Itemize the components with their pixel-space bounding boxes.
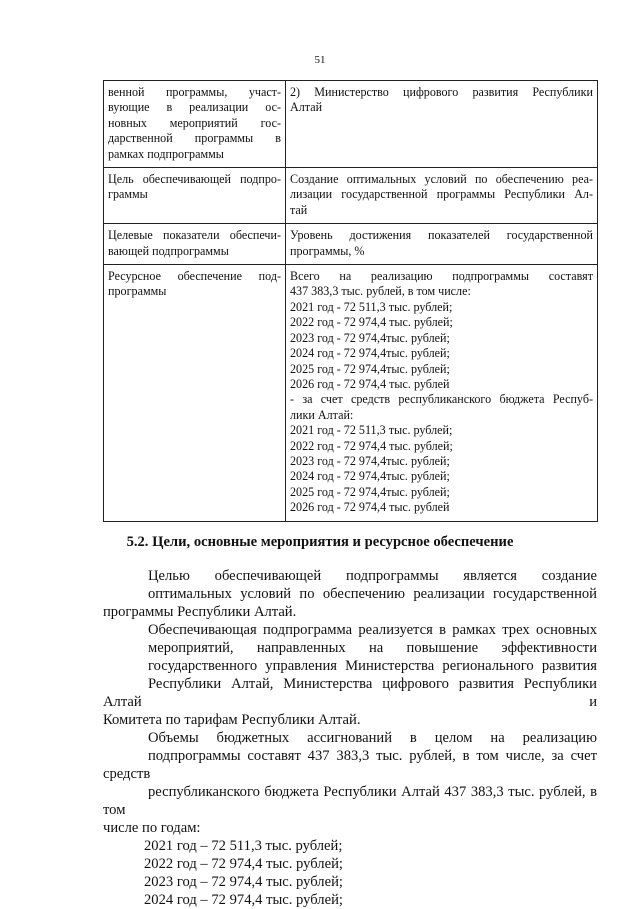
year-line: 2026 год - 72 974,4 тыс. рублей bbox=[290, 376, 450, 391]
text-line: государственного управления Министерства регионального развития bbox=[148, 658, 597, 674]
text-line: Уровень достижения показателей государственной bbox=[290, 228, 593, 243]
text-line: Целью обеспечивающей подпрограммы является создание bbox=[148, 568, 597, 584]
text-line: лизации государственной программы Республики Ал- bbox=[290, 187, 593, 202]
table-row bbox=[104, 81, 598, 168]
text-line: Комитета по тарифам Республики Алтай. bbox=[103, 712, 361, 728]
paragraph-activities bbox=[103, 621, 597, 729]
text-line: рамках подпрограммы bbox=[108, 146, 224, 161]
text-line: числе по годам: bbox=[103, 820, 201, 836]
text-line: дарственной программы в bbox=[108, 131, 281, 146]
year-line: 2024 год - 72 974,4тыс. рублей; bbox=[290, 346, 450, 361]
year-line: 2025 год - 72 974,4тыс. рублей; bbox=[290, 484, 450, 499]
table-row bbox=[104, 168, 598, 224]
list-item: 2022 год – 72 974,4 тыс. рублей; bbox=[144, 856, 343, 872]
text-line: Республики Алтай, Министерства цифрового развития Республики Алтай и bbox=[103, 676, 597, 710]
text-line: граммы bbox=[108, 187, 148, 202]
list-item: 2024 год – 72 974,4 тыс. рублей; bbox=[144, 892, 343, 908]
text-line: лики Алтай: bbox=[290, 407, 354, 422]
text-line: Всего на реализацию подпрограммы составят bbox=[290, 269, 593, 284]
table-row bbox=[104, 265, 598, 522]
text-line: Объемы бюджетных ассигнований в целом на реализацию bbox=[148, 730, 597, 746]
text-line: республиканского бюджета Республики Алтай 437 383,3 тыс. рублей, в том bbox=[103, 784, 597, 818]
text-line: Целевые показатели обеспечи- bbox=[108, 228, 281, 243]
text-line: Ресурсное обеспечение под- bbox=[108, 269, 281, 284]
table-row bbox=[104, 224, 598, 265]
text-line: 437 383,3 тыс. рублей, в том числе: bbox=[290, 284, 471, 299]
text-line: вающей подпрограммы bbox=[108, 243, 229, 258]
year-line: 2026 год - 72 974,4 тыс. рублей bbox=[290, 500, 450, 515]
section-body bbox=[103, 567, 597, 909]
text-line: программы, % bbox=[290, 243, 365, 258]
list-item: 2023 год – 72 974,4 тыс. рублей; bbox=[144, 874, 343, 890]
year-line: 2023 год - 72 974,4тыс. рублей; bbox=[290, 453, 450, 468]
year-line: 2025 год - 72 974,4тыс. рублей; bbox=[290, 361, 450, 376]
row-label-participants bbox=[104, 81, 286, 168]
year-line: 2022 год - 72 974,4 тыс. рублей; bbox=[290, 315, 453, 330]
text-line: тай bbox=[290, 202, 308, 217]
year-line: 2023 год - 72 974,4тыс. рублей; bbox=[290, 330, 450, 345]
text-line: Алтай bbox=[290, 100, 323, 115]
subprogram-passport-table bbox=[103, 80, 598, 522]
year-line: 2024 год - 72 974,4тыс. рублей; bbox=[290, 469, 450, 484]
text-line: Цель обеспечивающей подпро- bbox=[108, 172, 281, 187]
text-line: новных мероприятий гос- bbox=[108, 115, 281, 130]
row-label-goal bbox=[104, 168, 286, 224]
row-value-resources bbox=[286, 265, 598, 522]
text-line: венной программы, участ- bbox=[108, 85, 281, 99]
year-line: 2022 год - 72 974,4 тыс. рублей; bbox=[290, 438, 453, 453]
year-line: 2021 год - 72 511,3 тыс. рублей; bbox=[290, 299, 453, 314]
row-value-participants bbox=[286, 81, 598, 168]
section-heading: 5.2. Цели, основные мероприятия и ресурсное обеспечение bbox=[126, 534, 514, 550]
paragraph-goal bbox=[103, 567, 597, 621]
row-value-indicators bbox=[286, 224, 598, 265]
paragraph-budget bbox=[103, 729, 597, 837]
row-value-goal bbox=[286, 168, 598, 224]
text-line: Создание оптимальных условий по обеспечению реа- bbox=[290, 172, 593, 187]
budget-years-list bbox=[103, 837, 597, 909]
text-line: Обеспечивающая подпрограмма реализуется в рамках трех основных bbox=[148, 622, 597, 638]
text-line: программы bbox=[108, 284, 167, 299]
text-line: оптимальных условий по обеспечению реализации государственной bbox=[148, 586, 597, 602]
row-label-indicators bbox=[104, 224, 286, 265]
text-line: вующие в реализации ос- bbox=[108, 100, 281, 115]
text-line: программы Республики Алтай. bbox=[103, 604, 297, 620]
text-line: 2) Министерство цифрового развития Республики bbox=[290, 85, 593, 99]
list-item: 2021 год – 72 511,3 тыс. рублей; bbox=[144, 838, 343, 854]
text-line: мероприятий, направленных на повышение эффективности bbox=[148, 640, 597, 656]
page-number: 51 bbox=[314, 54, 326, 66]
text-line: - за счет средств республиканского бюджета Респуб- bbox=[290, 392, 593, 407]
row-label-resources bbox=[104, 265, 286, 522]
year-line: 2021 год - 72 511,3 тыс. рублей; bbox=[290, 423, 453, 438]
text-line: подпрограммы составят 437 383,3 тыс. рублей, в том числе, за счет средств bbox=[103, 748, 597, 782]
